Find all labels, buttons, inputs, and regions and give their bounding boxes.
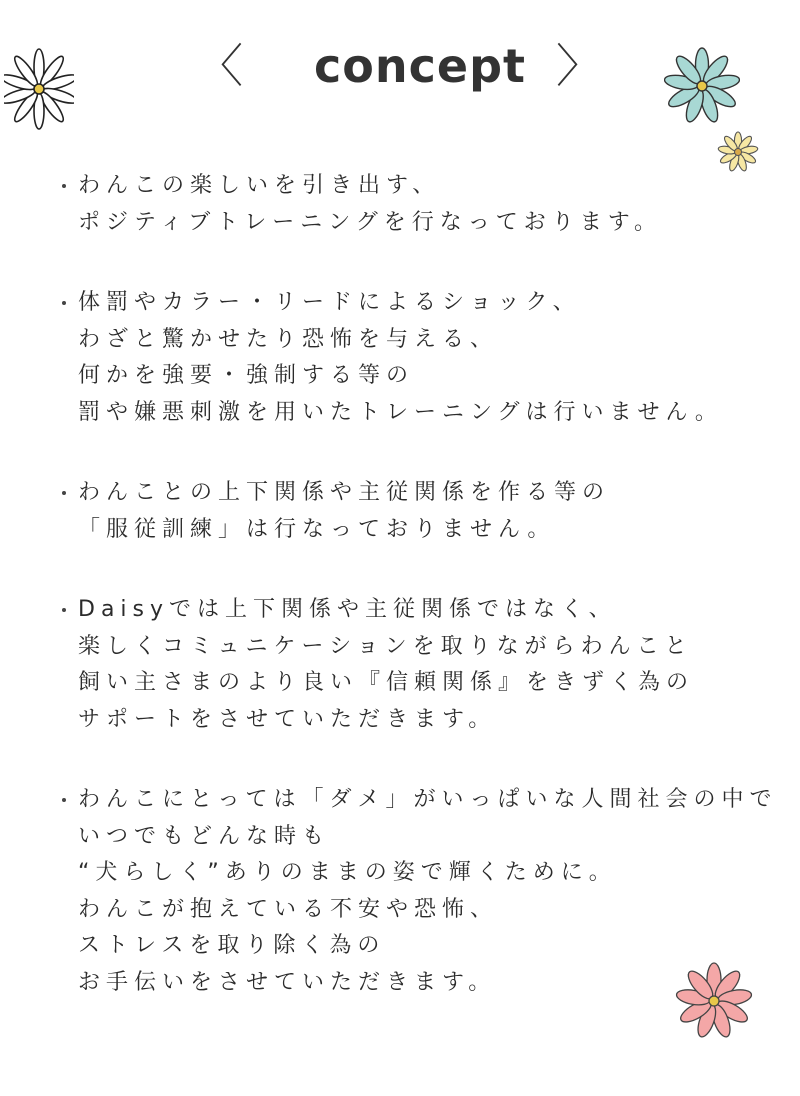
text-line: 何かを強要・強制する等の [78,363,415,388]
text-line: 「服従訓練」は行なっておりません。 [78,516,556,542]
blue-daisy-icon [664,44,740,128]
text-line: わんこが抱えている不安や恐怖、 [78,896,499,922]
text-line: いつでもどんな時も [78,823,331,849]
text-line: わんこの楽しいを引き出す、 [58,168,758,205]
paragraph-trust-relationship [58,592,758,738]
text-line: わんことの上下関係や主従関係を作る等の [58,475,758,512]
right-bracket: 〉 [556,39,603,93]
text-line: 飼い主さまのより良い『信頼関係』をきずく為の [78,670,695,695]
text-line: お手伝いをさせていただきます。 [78,969,497,995]
title-text: concept [313,39,526,93]
text-line: サポートをさせていただきます。 [78,706,497,732]
text-line: 楽しくコミュニケーションを取りながらわんこと [78,633,693,659]
paragraph-no-obedience [58,475,758,548]
text-line: ストレスを取り除く為の [78,933,386,958]
text-line: “犬らしく”ありのままの姿で輝くために。 [78,860,617,885]
text-line: ポジティブトレーニングを行なっております。 [78,209,663,235]
text-line: 罰や嫌悪刺激を用いたトレーニングは行いません。 [78,399,723,425]
text-line: 体罰やカラー・リードによるショック、 [58,285,758,322]
concept-content [58,168,778,1045]
text-line: わざと驚かせたり恐怖を与える、 [78,326,499,352]
text-line: わんこにとっては「ダメ」がいっぱいな人間社会の中で [58,782,758,819]
paragraph-no-punishment [58,285,758,431]
white-daisy-icon [4,44,74,134]
paragraph-support [58,782,778,1001]
paragraph-positive-training [58,168,758,241]
text-line: Daisyでは上下関係や主従関係ではなく、 [58,592,758,629]
left-bracket: 〈 [196,39,244,93]
